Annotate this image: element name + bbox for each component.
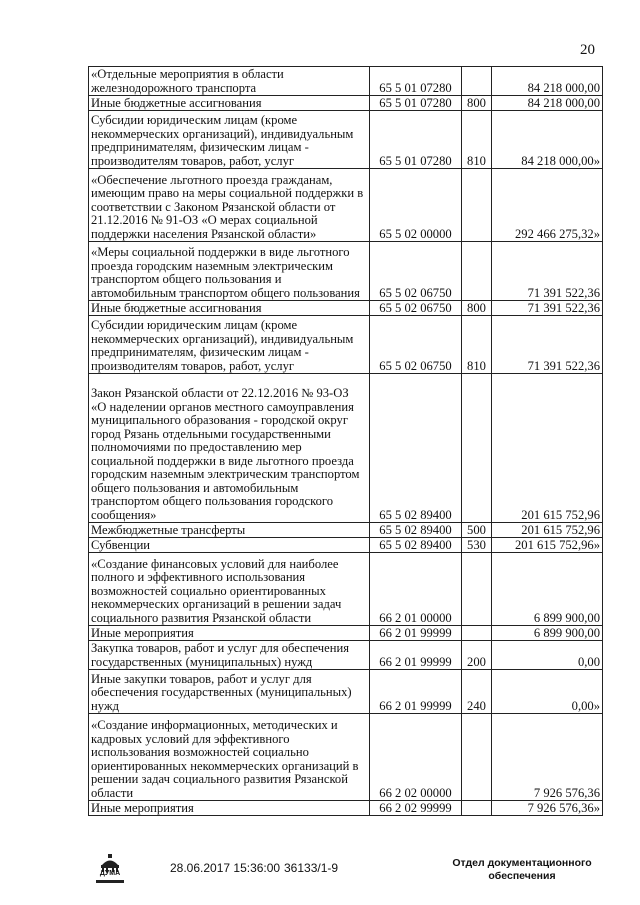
table-row	[89, 670, 603, 714]
table-row	[89, 538, 603, 553]
row-amount: 84 218 000,00»	[492, 111, 603, 169]
row-amount: 84 218 000,00	[492, 96, 603, 111]
row-amount: 7 926 576,36»	[492, 801, 603, 816]
row-code: 65 5 02 00000	[370, 169, 462, 242]
row-amount: 6 899 900,00	[492, 626, 603, 641]
row-type	[462, 242, 492, 301]
row-code: 66 2 02 00000	[370, 714, 462, 801]
row-type	[462, 553, 492, 626]
table-row	[89, 67, 603, 96]
row-type: 800	[462, 301, 492, 316]
row-code: 66 2 02 99999	[370, 801, 462, 816]
row-type: 240	[462, 670, 492, 714]
table-row	[89, 523, 603, 538]
row-amount: 84 218 000,00	[492, 67, 603, 96]
row-amount: 71 391 522,36	[492, 301, 603, 316]
row-name: Иные закупки товаров, работ и услуг для обеспечения государственных (муниципальных) нужд	[89, 670, 370, 714]
row-name: Межбюджетные трансферты	[89, 523, 370, 538]
table-row	[89, 96, 603, 111]
table-row	[89, 553, 603, 626]
row-name: Закон Рязанской области от 22.12.2016 № 93-ОЗ «О наделении органов местного самоуправления муниципального образования - городской округ город Рязань отдельными государственными полномочиями по предоставлению мер социальной поддержки в виде льготного проезда городским наземным электрическим транспортом общего пользования и автомобильным транспортом общего пользования городского сообщения»	[89, 374, 370, 523]
row-name: Иные мероприятия	[89, 801, 370, 816]
row-type: 810	[462, 316, 492, 374]
row-type	[462, 626, 492, 641]
row-amount: 71 391 522,36	[492, 242, 603, 301]
table-row	[89, 111, 603, 169]
row-code: 66 2 01 99999	[370, 641, 462, 670]
row-code: 65 5 01 07280	[370, 96, 462, 111]
row-amount: 292 466 275,32»	[492, 169, 603, 242]
row-code: 65 5 02 89400	[370, 538, 462, 553]
table-row	[89, 626, 603, 641]
row-type	[462, 374, 492, 523]
row-name: Субсидии юридическим лицам (кроме некоммерческих организаций), индивидуальным предпринимателям, физическим лицам - производителям товаров, работ, услуг	[89, 316, 370, 374]
duma-seal-logo	[93, 853, 127, 887]
table-row	[89, 374, 603, 523]
row-type	[462, 714, 492, 801]
row-name: «Меры социальной поддержки в виде льготного проезда городским наземным электрическим транспортом общего пользования и автомобильным транспортом общего пользования	[89, 242, 370, 301]
page-number: 20	[580, 42, 595, 58]
row-name: Закупка товаров, работ и услуг для обеспечения государственных (муниципальных) нужд	[89, 641, 370, 670]
row-type: 810	[462, 111, 492, 169]
table-row	[89, 242, 603, 301]
row-code: 66 2 01 99999	[370, 670, 462, 714]
table-row	[89, 169, 603, 242]
row-code: 65 5 02 89400	[370, 523, 462, 538]
row-code: 65 5 02 06750	[370, 316, 462, 374]
row-name: Иные бюджетные ассигнования	[89, 96, 370, 111]
table-row	[89, 714, 603, 801]
row-type: 500	[462, 523, 492, 538]
row-code: 65 5 01 07280	[370, 111, 462, 169]
row-code: 66 2 01 99999	[370, 626, 462, 641]
row-code: 65 5 02 89400	[370, 374, 462, 523]
table-row	[89, 316, 603, 374]
table-row	[89, 301, 603, 316]
budget-table	[88, 66, 603, 816]
row-type	[462, 67, 492, 96]
row-amount: 71 391 522,36	[492, 316, 603, 374]
row-type: 200	[462, 641, 492, 670]
row-type: 530	[462, 538, 492, 553]
row-name: Субсидии юридическим лицам (кроме некоммерческих организаций), индивидуальным предпринимателям, физическим лицам - производителям товаров, работ, услуг	[89, 111, 370, 169]
row-name: Иные мероприятия	[89, 626, 370, 641]
row-name: «Создание информационных, методических и кадровых условий для эффективного использования возможностей социально ориентированных некоммерческих организаций в решении задач социального развития Рязанской области	[89, 714, 370, 801]
row-name: «Обеспечение льготного проезда гражданам, имеющим право на меры социальной поддержки в соответствии с Законом Рязанской области от 21.12.2016 № 91-ОЗ «О мерах социальной поддержки населения Рязанской области»	[89, 169, 370, 242]
department-name: Отдел документационного обеспечения	[452, 857, 592, 882]
row-amount: 0,00	[492, 641, 603, 670]
row-name: Иные бюджетные ассигнования	[89, 301, 370, 316]
row-amount: 0,00»	[492, 670, 603, 714]
stamp-date: 28.06.2017 15:36:00	[170, 861, 281, 875]
footer	[0, 855, 640, 895]
table-row	[89, 801, 603, 816]
row-code: 65 5 02 06750	[370, 242, 462, 301]
row-amount: 201 615 752,96	[492, 374, 603, 523]
table-row	[89, 641, 603, 670]
stamp-doc-number: 36133/1-9	[284, 861, 339, 875]
row-code: 65 5 02 06750	[370, 301, 462, 316]
row-name: Субвенции	[89, 538, 370, 553]
row-amount: 201 615 752,96	[492, 523, 603, 538]
row-name: «Отдельные мероприятия в области железнодорожного транспорта	[89, 67, 370, 96]
row-code: 65 5 01 07280	[370, 67, 462, 96]
row-type: 800	[462, 96, 492, 111]
seal-text: ДУМА	[99, 870, 121, 877]
row-amount: 201 615 752,96»	[492, 538, 603, 553]
row-code: 66 2 01 00000	[370, 553, 462, 626]
row-name: «Создание финансовых условий для наиболее полного и эффективного использования возможностей социально ориентированных некоммерческих организаций в решении задач социального развития Рязанской области	[89, 553, 370, 626]
row-type	[462, 801, 492, 816]
row-amount: 6 899 900,00	[492, 553, 603, 626]
row-type	[462, 169, 492, 242]
row-amount: 7 926 576,36	[492, 714, 603, 801]
